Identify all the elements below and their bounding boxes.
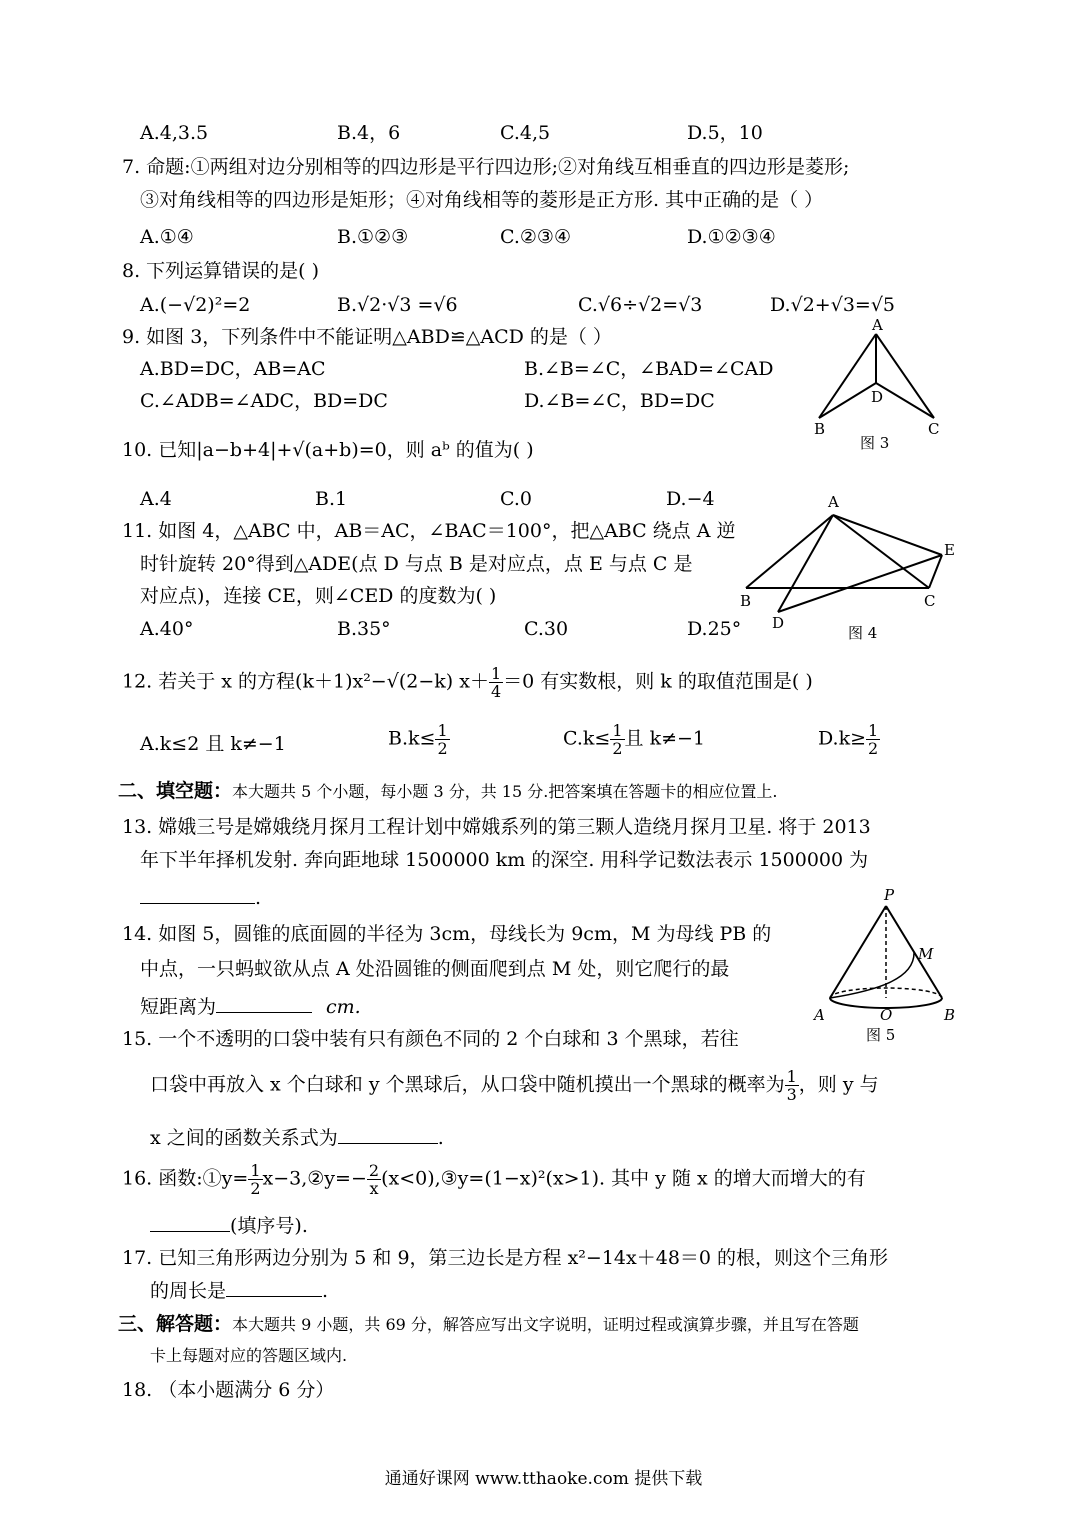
q15-line3: x 之间的函数关系式为 . — [150, 1127, 444, 1149]
fig5-label-m: M — [918, 945, 934, 963]
q6-option-d: D.5，10 — [687, 122, 763, 144]
q8-option-c: C.√6÷√2=√3 — [578, 294, 703, 316]
fig4-label-d: D — [772, 614, 785, 632]
fig3-label-d: D — [871, 388, 884, 406]
q10-option-d: D.−4 — [666, 488, 715, 510]
q17-line1: 17. 已知三角形两边分别为 5 和 9，第三边长是方程 x²−14x＋48＝0 的根，则这个三角形 — [122, 1247, 889, 1269]
q12-stem-a: 12. 若关于 x 的方程(k＋1)x²−√(2−k) x＋ — [122, 670, 489, 693]
fig5-label-o: O — [880, 1006, 893, 1024]
q6-option-b: B.4，6 — [337, 122, 401, 144]
q8-stem: 8. 下列运算错误的是( ) — [122, 260, 320, 282]
fig4-label-a: A — [828, 493, 839, 511]
q7-option-b: B.①②③ — [337, 226, 409, 248]
q16-line2: (填序号). — [150, 1213, 308, 1238]
fig3-caption: 图 3 — [860, 434, 890, 452]
q9-option-d: D.∠B=∠C，BD=DC — [524, 390, 715, 412]
section-3-desc1: 本大题共 9 小题，共 69 分，解答应写出文字说明，证明过程或演算步骤，并且写在答题 — [232, 1315, 859, 1334]
q7-line2: ③对角线相等的四边形是矩形；④对角线相等的菱形是正方形. 其中正确的是（ ） — [140, 189, 824, 211]
section-3-heading — [118, 1312, 859, 1337]
q15-answer-blank[interactable] — [338, 1125, 438, 1144]
q16-line1: 16. 函数:①y= $\frac{1}{2}$ x−3,②y=− $\frac{2}{x}$ (x<0),③y=(1−x)²(x>1). 其中 y 随 x 的增大而增大的有 — [122, 1161, 866, 1198]
fig3-label-a: A — [872, 316, 883, 334]
q6-option-c: C.4,5 — [500, 122, 551, 144]
q12-option-d: D.k≥ $\frac{1}{2}$ — [818, 721, 879, 758]
section-3-desc2: 卡上每题对应的答题区域内. — [150, 1346, 348, 1365]
footer-watermark: 通通好课网 www.tthaoke.com 提供下载 — [384, 1469, 703, 1489]
figure-5-cone — [820, 890, 960, 1020]
fig5-label-a: A — [814, 1006, 825, 1024]
q12-stem-b: ＝0 有实数根，则 k 的取值范围是( ) — [503, 670, 813, 693]
q11-option-c: C.30 — [524, 618, 569, 640]
fig3-label-b: B — [814, 420, 826, 438]
q18-line1: 18. （本小题满分 6 分） — [122, 1379, 335, 1401]
q9-stem: 9. 如图 3，下列条件中不能证明△ABD≌△ACD 的是（ ） — [122, 326, 612, 348]
fig5-label-b: B — [944, 1006, 956, 1024]
q7-option-c: C.②③④ — [500, 226, 571, 248]
fig4-label-c: C — [924, 592, 936, 610]
q8-option-b: B.√2·√3 =√6 — [337, 294, 458, 316]
section-2-desc: 本大题共 5 个小题，每小题 3 分，共 15 分.把答案填在答题卡的相应位置上. — [232, 782, 778, 801]
section-2-heading — [118, 779, 777, 804]
q10-option-b: B.1 — [315, 488, 348, 510]
q13-line2: 年下半年择机发射. 奔向距地球 1500000 km 的深空. 用科学记数法表示 1500000 为 — [140, 849, 869, 871]
q12-fraction: $\frac{1}{4}$ — [490, 664, 502, 701]
q13-line3: . — [140, 885, 261, 910]
q9-option-a: A.BD=DC，AB=AC — [140, 358, 326, 380]
q10-option-c: C.0 — [500, 488, 532, 510]
q12-stem — [122, 665, 813, 700]
q7-option-d: D.①②③④ — [687, 226, 776, 248]
fig3-label-c: C — [928, 420, 940, 438]
q9-option-b: B.∠B=∠C，∠BAD=∠CAD — [524, 358, 774, 380]
section-3-title: 三、解答题： — [118, 1313, 233, 1335]
q9-option-c: C.∠ADB=∠ADC，BD=DC — [140, 390, 388, 412]
q15-line2: 口袋中再放入 x 个白球和 y 个黑球后，从口袋中随机摸出一个黑球的概率为 $\frac{1}{3}$ ，则 y 与 — [150, 1067, 879, 1104]
section-2-title: 二、填空题： — [118, 780, 233, 802]
q11-option-d: D.25° — [687, 618, 742, 640]
fig4-label-e: E — [944, 541, 955, 559]
figure-4-diagram — [740, 505, 950, 625]
q11-option-a: A.40° — [140, 618, 194, 640]
fig4-label-b: B — [740, 592, 752, 610]
q14-answer-blank[interactable] — [216, 994, 312, 1013]
q11-line3: 对应点)，连接 CE，则∠CED 的度数为( ) — [140, 585, 497, 607]
q14-line1: 14. 如图 5，圆锥的底面圆的半径为 3cm，母线长为 9cm，M 为母线 PB 的 — [122, 923, 772, 945]
q8-option-d: D.√2+√3=√5 — [770, 294, 896, 316]
q11-option-b: B.35° — [337, 618, 391, 640]
q13-line1: 13. 嫦娥三号是嫦娥绕月探月工程计划中嫦娥系列的第三颗人造绕月探月卫星. 将于 2013 — [122, 816, 871, 838]
q12-option-a: A.k≤2 且 k≠−1 — [140, 733, 286, 755]
q10-stem: 10. 已知|a−b+4|+√(a+b)=0，则 aᵇ 的值为( ) — [122, 439, 534, 461]
q15-line1: 15. 一个不透明的口袋中装有只有颜色不同的 2 个白球和 3 个黑球，若往 — [122, 1028, 739, 1050]
q12-option-b: B.k≤ $\frac{1}{2}$ — [388, 721, 448, 758]
q11-line1: 11. 如图 4，△ABC 中，AB＝AC，∠BAC＝100°，把△ABC 绕点 A 逆 — [122, 520, 736, 542]
q8-option-a: A.(−√2)²=2 — [140, 294, 251, 316]
q12-option-c: C.k≤ $\frac{1}{2}$ 且 k≠−1 — [563, 721, 706, 758]
q6-option-a: A.4,3.5 — [140, 122, 209, 144]
q14-line2: 中点，一只蚂蚁欲从点 A 处沿圆锥的侧面爬到点 M 处，则它爬行的最 — [140, 958, 730, 980]
q14-line3: 短距离为 cm. — [140, 996, 361, 1018]
q11-line2: 时针旋转 20°得到△ADE(点 D 与点 B 是对应点，点 E 与点 C 是 — [140, 553, 693, 575]
q13-answer-blank[interactable] — [140, 885, 255, 904]
q7-option-a: A.①④ — [140, 226, 194, 248]
fig5-caption: 图 5 — [866, 1026, 896, 1044]
q17-line2: 的周长是 . — [150, 1280, 329, 1302]
q17-answer-blank[interactable] — [226, 1278, 322, 1297]
fig5-label-p: P — [884, 886, 895, 904]
q7-line1: 7. 命题:①两组对边分别相等的四边形是平行四边形;②对角线互相垂直的四边形是菱形; — [122, 156, 850, 178]
fig4-caption: 图 4 — [848, 624, 878, 642]
q16-answer-blank[interactable] — [150, 1213, 230, 1232]
q10-option-a: A.4 — [140, 488, 172, 510]
